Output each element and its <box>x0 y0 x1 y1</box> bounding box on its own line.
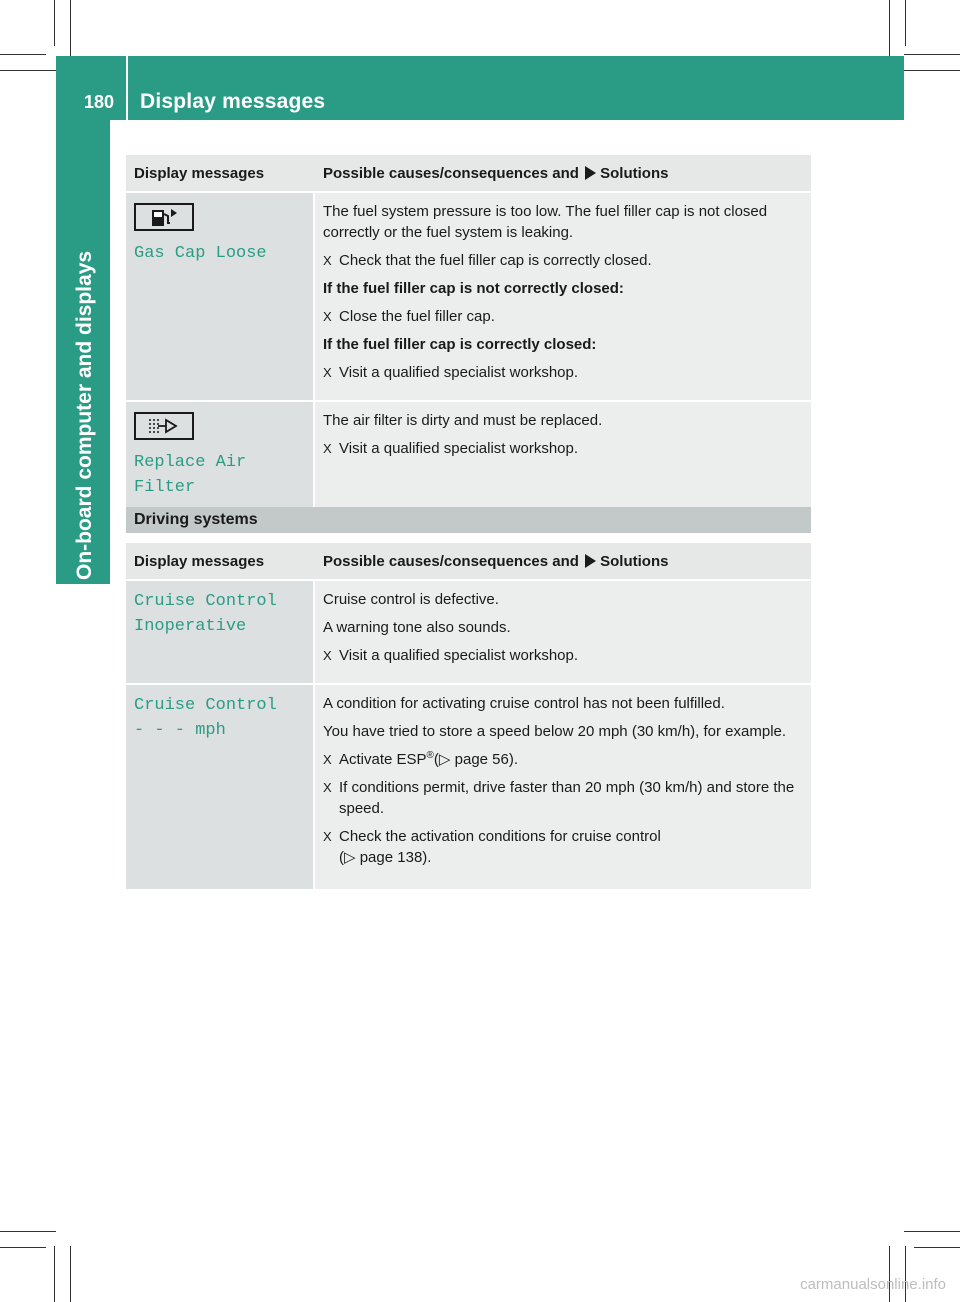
crop-mark <box>70 0 71 56</box>
table-header-row <box>126 155 811 193</box>
instruction-step <box>323 250 803 271</box>
crop-mark <box>70 1246 71 1302</box>
page-title: Display messages <box>140 90 326 113</box>
step-arrow-icon: X <box>323 648 332 663</box>
display-message-text: - - - mph <box>134 721 226 740</box>
instruction-step <box>323 306 803 327</box>
display-message-text: Cruise Control <box>134 696 277 715</box>
column-header-causes-text: Possible causes/consequences and <box>323 164 579 182</box>
column-header-causes-text: Possible causes/consequences and <box>323 552 579 570</box>
cause-text: The fuel system pressure is too low. The fuel filler cap is not closed correctly or the fuel system is leaking. <box>323 203 768 241</box>
instruction-step <box>323 645 803 666</box>
step-text: Close the fuel filler cap. <box>339 308 495 325</box>
message-cell <box>126 685 315 891</box>
section-heading: Driving systems <box>134 511 258 528</box>
instruction-step <box>323 749 803 770</box>
solution-cell <box>315 193 811 402</box>
air-filter-icon <box>134 412 194 440</box>
instruction-step <box>323 438 803 459</box>
arrow-right-icon <box>585 554 596 568</box>
column-header-solutions-text: Solutions <box>600 164 669 182</box>
page-reference-link[interactable]: page 138). <box>359 849 432 866</box>
display-message-text: Gas Cap Loose <box>134 244 267 263</box>
crop-mark <box>889 1246 890 1302</box>
header-divider <box>126 56 128 120</box>
arrow-right-icon <box>585 166 596 180</box>
step-text: If conditions permit, drive faster than 20 mph (30 km/h) and store the speed. <box>339 779 795 817</box>
table-row <box>126 193 811 402</box>
column-header-solutions-text: Solutions <box>600 552 669 570</box>
page-reference-link[interactable]: page 56). <box>454 751 519 768</box>
step-arrow-icon: X <box>323 829 332 844</box>
crop-mark <box>0 1247 46 1248</box>
table-row <box>126 402 811 512</box>
step-text: Check that the fuel filler cap is correctly closed. <box>339 252 652 269</box>
cause-text: A warning tone also sounds. <box>323 619 511 636</box>
table-header-row <box>126 543 811 581</box>
step-text: ( <box>339 849 344 866</box>
cause-text: Cruise control is defective. <box>323 591 499 608</box>
crop-mark <box>0 70 56 71</box>
chapter-title: On-board computer and displays <box>73 250 96 580</box>
step-text: Check the activation conditions for cruise control <box>339 828 661 845</box>
step-arrow-icon: X <box>323 365 332 380</box>
solution-cell <box>315 581 811 685</box>
instruction-step <box>323 826 803 868</box>
messages-table-fuel <box>126 155 811 512</box>
section-heading-bar <box>126 507 811 533</box>
cause-text: You have tried to store a speed below 20 mph (30 km/h), for example. <box>323 723 787 740</box>
message-cell <box>126 402 315 512</box>
condition-heading: If the fuel filler cap is correctly closed: <box>323 336 597 353</box>
page-ref-triangle-icon: ▷ <box>438 751 451 768</box>
crop-mark <box>905 0 906 46</box>
step-arrow-icon: X <box>323 253 332 268</box>
watermark: carmanualsonline.info <box>800 1276 946 1293</box>
crop-mark <box>54 1246 55 1302</box>
table-row <box>126 685 811 891</box>
message-cell <box>126 581 315 685</box>
display-message-text: Cruise Control <box>134 592 277 611</box>
step-text: Visit a qualified specialist workshop. <box>339 440 579 457</box>
column-header-causes <box>315 155 811 193</box>
display-message-text: Replace Air Filter <box>134 453 247 497</box>
column-header-display-messages: Display messages <box>126 155 315 193</box>
messages-table-driving-systems <box>126 543 811 891</box>
condition-heading: If the fuel filler cap is not correctly closed: <box>323 280 624 297</box>
crop-mark <box>904 1231 960 1232</box>
step-arrow-icon: X <box>323 309 332 324</box>
solution-cell <box>315 685 811 891</box>
column-header-causes <box>315 543 811 581</box>
crop-mark <box>914 1247 960 1248</box>
page-number: 180 <box>84 92 115 112</box>
instruction-step <box>323 777 803 819</box>
step-arrow-icon: X <box>323 441 332 456</box>
cause-text: The air filter is dirty and must be replaced. <box>323 412 603 429</box>
chapter-side-tab <box>56 120 110 584</box>
crop-mark <box>904 54 960 55</box>
crop-mark <box>0 1231 56 1232</box>
registered-mark: ® <box>426 750 434 761</box>
display-message-text: Inoperative <box>134 617 247 636</box>
page-ref-triangle-icon: ▷ <box>344 849 356 866</box>
crop-mark <box>904 70 960 71</box>
page-header <box>56 56 904 120</box>
step-arrow-icon: X <box>323 780 332 795</box>
step-text: Activate ESP <box>339 751 427 768</box>
crop-mark <box>889 0 890 56</box>
message-cell <box>126 193 315 402</box>
step-text: Visit a qualified specialist workshop. <box>339 647 579 664</box>
step-text: ( <box>433 751 439 768</box>
step-arrow-icon: X <box>323 752 332 767</box>
crop-mark <box>54 0 55 46</box>
instruction-step <box>323 362 803 383</box>
table-row <box>126 581 811 685</box>
fuel-cap-icon <box>134 203 194 231</box>
column-header-display-messages: Display messages <box>126 543 315 581</box>
solution-cell <box>315 402 811 512</box>
step-text: Visit a qualified specialist workshop. <box>339 364 579 381</box>
crop-mark <box>0 54 46 55</box>
crop-mark <box>905 1246 906 1302</box>
cause-text: A condition for activating cruise control has not been fulfilled. <box>323 695 725 712</box>
